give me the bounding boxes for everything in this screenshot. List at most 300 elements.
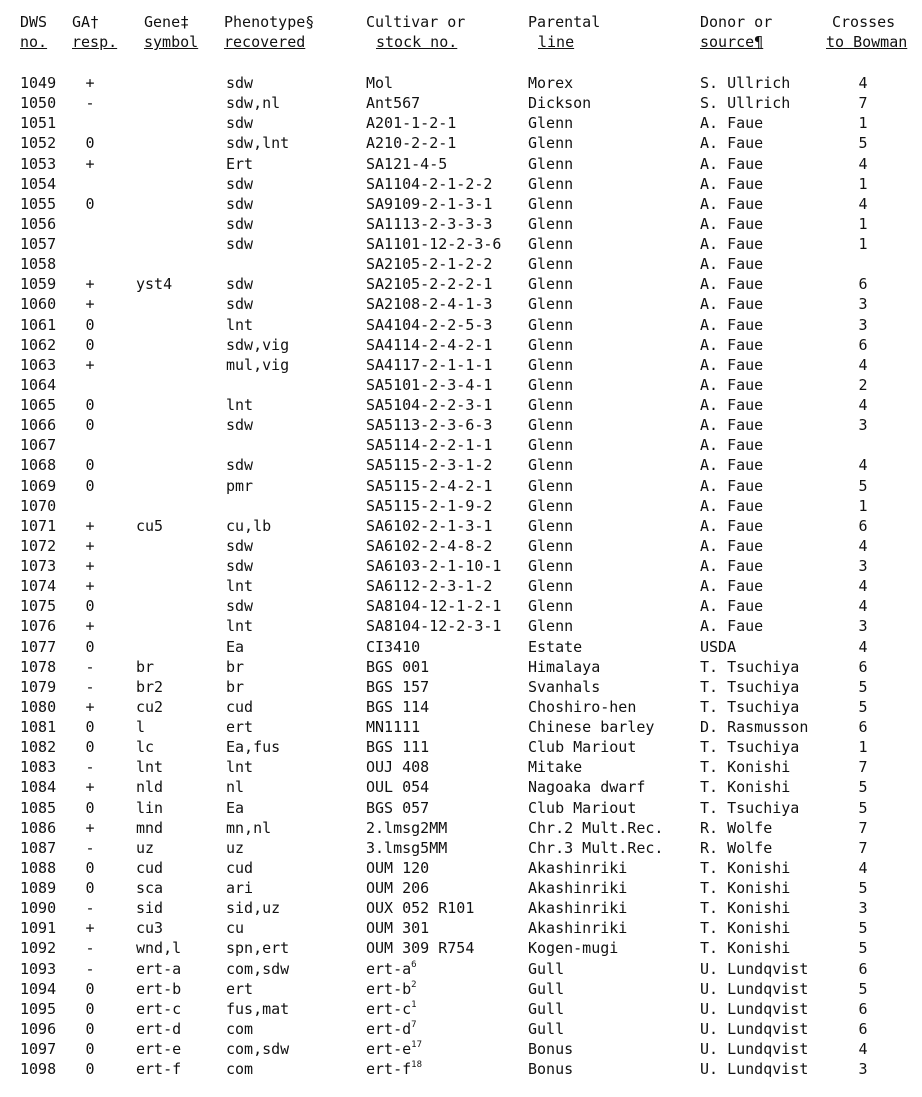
phenotype-cell: sdw [226, 536, 254, 555]
phenotype-cell: lnt [226, 577, 254, 596]
phenotype-cell: uz [226, 838, 245, 857]
table-row [0, 979, 922, 999]
parental-line-cell: Akashinriki [528, 899, 628, 918]
parental-line-cell: Glenn [528, 134, 574, 153]
parental-line-cell: Glenn [528, 355, 574, 374]
ga-response-cell: + [85, 355, 95, 374]
dws-number-cell: 1076 [20, 617, 57, 636]
crosses-cell: 4 [858, 456, 868, 475]
phenotype-cell: lnt [226, 396, 254, 414]
cultivar-text: SA1104-2-1-2-2 [366, 174, 493, 193]
table-row [0, 214, 922, 234]
table-row [0, 496, 922, 516]
cultivar-cell [366, 1039, 422, 1059]
table-row [0, 777, 922, 797]
header-dws-no: DWS no. [20, 13, 48, 51]
crosses-cell: 6 [858, 335, 868, 354]
parental-line-cell: Glenn [528, 235, 574, 253]
dws-number-cell: 1059 [20, 275, 57, 294]
cultivar-cell [366, 335, 492, 355]
ga-response-cell: + [85, 536, 95, 555]
cultivar-cell [366, 294, 492, 314]
ga-response-cell: + [85, 778, 95, 797]
parental-line-cell: Bonus [528, 1040, 574, 1058]
cultivar-text: 3.lmsg5MM [366, 838, 448, 857]
ga-response-cell: + [85, 275, 95, 294]
dws-number-cell: 1086 [20, 818, 57, 837]
donor-cell: A. Faue [700, 194, 764, 213]
ga-response-cell: + [85, 697, 95, 716]
donor-cell: T. Tsuchiya [700, 657, 800, 676]
crosses-cell: 6 [858, 1019, 868, 1038]
cultivar-cell [366, 556, 501, 576]
crosses-cell: 1 [858, 114, 868, 133]
dws-number-cell: 1085 [20, 798, 57, 817]
cultivar-cell [366, 616, 501, 636]
ga-response-cell: 0 [85, 858, 95, 877]
cultivar-text: SA6103-2-1-10-1 [366, 557, 502, 575]
table-row [0, 959, 922, 979]
dws-number-cell: 1079 [20, 677, 57, 696]
table-row [0, 898, 922, 918]
phenotype-cell: sdw [226, 416, 254, 435]
phenotype-cell: sdw [226, 174, 254, 193]
gene-symbol-cell: br [136, 657, 155, 676]
cultivar-cell [366, 818, 447, 838]
donor-cell: A. Faue [700, 496, 764, 515]
cultivar-text: OUM 301 [366, 919, 430, 938]
cultivar-text: SA2108-2-4-1-3 [366, 295, 493, 314]
cultivar-cell [366, 214, 492, 234]
table-row [0, 596, 922, 616]
cultivar-cell [366, 657, 429, 677]
crosses-cell: 5 [858, 939, 868, 958]
phenotype-cell: sdw [226, 456, 254, 475]
donor-cell: A. Faue [700, 154, 764, 173]
cultivar-text: 2.lmsg2MM [366, 818, 448, 837]
cultivar-cell [366, 315, 492, 335]
crosses-cell: 3 [858, 315, 868, 334]
table-row [0, 536, 922, 556]
table-row [0, 717, 922, 737]
dws-number-cell: 1071 [20, 516, 57, 535]
table-row [0, 616, 922, 636]
parental-line-cell: Glenn [528, 476, 574, 495]
phenotype-cell: com,sdw [226, 959, 290, 978]
cultivar-cell [366, 979, 417, 999]
cultivar-text: OUM 206 [366, 879, 430, 897]
cultivar-text: SA5113-2-3-6-3 [366, 416, 493, 435]
phenotype-cell: ari [226, 879, 254, 897]
cultivar-text: SA5115-2-4-2-1 [366, 476, 493, 495]
cultivar-text: SA1101-12-2-3-6 [366, 235, 502, 253]
cultivar-text: SA9109-2-1-3-1 [366, 194, 493, 213]
dws-number-cell: 1053 [20, 154, 57, 173]
cultivar-cell [366, 1059, 422, 1079]
gene-symbol-cell: ert-e [136, 1040, 182, 1058]
cultivar-cell [366, 254, 492, 274]
table-row [0, 1019, 922, 1039]
table-row [0, 73, 922, 93]
crosses-cell: 5 [858, 919, 868, 938]
phenotype-cell: sdw [226, 235, 254, 253]
table-row [0, 415, 922, 435]
dws-number-cell: 1068 [20, 456, 57, 475]
cultivar-text: SA6102-2-1-3-1 [366, 516, 493, 535]
parental-line-cell: Himalaya [528, 657, 601, 676]
gene-symbol-cell: lc [136, 738, 155, 757]
cultivar-text: ert-e [366, 1040, 412, 1058]
cultivar-cell [366, 274, 492, 294]
crosses-cell: 6 [858, 516, 868, 535]
ga-response-cell: + [85, 295, 95, 314]
phenotype-cell: sdw [226, 214, 254, 233]
cultivar-text: SA6112-2-3-1-2 [366, 577, 493, 596]
parental-line-cell: Glenn [528, 275, 574, 294]
phenotype-cell: sdw [226, 74, 254, 92]
dws-number-cell: 1074 [20, 577, 57, 596]
gene-symbol-cell: uz [136, 838, 155, 857]
dws-number-cell: 1082 [20, 738, 57, 757]
donor-cell: A. Faue [700, 476, 764, 495]
parental-line-cell: Gull [528, 999, 565, 1018]
parental-line-cell: Choshiro-hen [528, 697, 637, 716]
donor-cell: T. Tsuchiya [700, 677, 800, 696]
donor-cell: A. Faue [700, 335, 764, 354]
cultivar-text: SA1113-2-3-3-3 [366, 214, 493, 233]
ga-response-cell: 0 [85, 1040, 95, 1058]
parental-line-cell: Akashinriki [528, 858, 628, 877]
parental-line-cell: Glenn [528, 577, 574, 596]
ga-response-cell: - [85, 899, 95, 918]
parental-line-cell: Mitake [528, 758, 583, 777]
table-row [0, 93, 922, 113]
ga-response-cell: 0 [85, 335, 95, 354]
crosses-cell: 1 [858, 174, 868, 193]
table-row [0, 697, 922, 717]
table-row [0, 576, 922, 596]
cultivar-cell [366, 878, 429, 898]
dws-number-cell: 1058 [20, 255, 57, 274]
phenotype-cell: sdw,lnt [226, 134, 290, 153]
ga-response-cell: 0 [85, 416, 95, 435]
ga-response-cell: - [85, 758, 95, 777]
donor-cell: A. Faue [700, 396, 764, 414]
cultivar-cell [366, 959, 417, 979]
cultivar-superscript: 2 [411, 979, 417, 990]
crosses-cell: 6 [858, 959, 868, 978]
cultivar-text: BGS 114 [366, 697, 430, 716]
cultivar-text: SA5104-2-2-3-1 [366, 396, 493, 414]
dws-number-cell: 1050 [20, 94, 57, 113]
cultivar-cell [366, 194, 492, 214]
dws-number-cell: 1087 [20, 838, 57, 857]
cultivar-cell [366, 133, 456, 153]
ga-response-cell: 0 [85, 979, 95, 998]
parental-line-cell: Glenn [528, 597, 574, 616]
donor-cell: A. Faue [700, 597, 764, 616]
dws-number-cell: 1054 [20, 174, 57, 193]
cultivar-cell [366, 435, 492, 455]
table-row [0, 435, 922, 455]
cultivar-cell [366, 596, 501, 616]
gene-symbol-cell: cud [136, 858, 164, 877]
cultivar-cell [366, 757, 429, 777]
gene-symbol-cell: wnd,l [136, 939, 182, 958]
ga-response-cell: 0 [85, 999, 95, 1018]
donor-cell: T. Tsuchiya [700, 738, 800, 757]
dws-number-cell: 1088 [20, 858, 57, 877]
dws-number-cell: 1083 [20, 758, 57, 777]
donor-cell: U. Lundqvist [700, 1040, 809, 1058]
dws-number-cell: 1051 [20, 114, 57, 133]
table-row [0, 113, 922, 133]
parental-line-cell: Estate [528, 637, 583, 656]
cultivar-cell [366, 174, 492, 194]
crosses-cell: 3 [858, 617, 868, 636]
cultivar-text: OUM 120 [366, 858, 430, 877]
parental-line-cell: Glenn [528, 396, 574, 414]
cultivar-text: SA121-4-5 [366, 154, 448, 173]
crosses-cell: 5 [858, 778, 868, 797]
phenotype-cell: sdw,nl [226, 94, 281, 113]
cultivar-cell [366, 838, 447, 858]
parental-line-cell: Akashinriki [528, 919, 628, 938]
crosses-cell: 7 [858, 838, 868, 857]
crosses-cell: 1 [858, 214, 868, 233]
parental-line-cell: Chr.2 Mult.Rec. [528, 818, 664, 837]
crosses-cell: 7 [858, 758, 868, 777]
cultivar-text: SA5115-2-1-9-2 [366, 496, 493, 515]
table-row [0, 355, 922, 375]
cultivar-cell [366, 154, 447, 174]
gene-symbol-cell: cu3 [136, 919, 164, 938]
dws-number-cell: 1089 [20, 879, 57, 897]
cultivar-text: CI3410 [366, 637, 421, 656]
cultivar-text: OUL 054 [366, 778, 430, 797]
cultivar-text: Mol [366, 74, 394, 92]
crosses-cell: 4 [858, 858, 868, 877]
phenotype-cell: sdw [226, 194, 254, 213]
cultivar-text: ert-c [366, 999, 412, 1018]
header-crosses: Crosses to Bowman [826, 13, 908, 51]
cultivar-cell [366, 93, 420, 113]
table-row [0, 133, 922, 153]
phenotype-cell: fus,mat [226, 999, 290, 1018]
parental-line-cell: Glenn [528, 194, 574, 213]
gene-symbol-cell: yst4 [136, 275, 173, 294]
crosses-cell: 7 [858, 818, 868, 837]
cultivar-cell [366, 536, 492, 556]
cultivar-text: SA2105-2-1-2-2 [366, 255, 493, 274]
crosses-cell: 5 [858, 134, 868, 153]
gene-symbol-cell: sid [136, 899, 164, 918]
parental-line-cell: Morex [528, 74, 574, 92]
phenotype-cell: ert [226, 979, 254, 998]
donor-cell: A. Faue [700, 355, 764, 374]
donor-cell: A. Faue [700, 375, 764, 394]
header-gene-symbol: Gene‡ symbol [144, 13, 199, 51]
donor-cell: A. Faue [700, 617, 764, 636]
parental-line-cell: Glenn [528, 255, 574, 274]
parental-line-cell: Glenn [528, 214, 574, 233]
parental-line-cell: Glenn [528, 456, 574, 475]
ga-response-cell: - [85, 959, 95, 978]
parental-line-cell: Glenn [528, 174, 574, 193]
crosses-cell: 3 [858, 557, 868, 575]
donor-cell: S. Ullrich [700, 94, 791, 113]
dws-number-cell: 1080 [20, 697, 57, 716]
crosses-cell: 3 [858, 295, 868, 314]
parental-line-cell: Gull [528, 979, 565, 998]
table-row [0, 737, 922, 757]
ga-response-cell: + [85, 154, 95, 173]
crosses-cell: 7 [858, 94, 868, 113]
table-row [0, 878, 922, 898]
parental-line-cell: Glenn [528, 375, 574, 394]
ga-response-cell: 0 [85, 456, 95, 475]
donor-cell: T. Tsuchiya [700, 697, 800, 716]
table-header [0, 12, 922, 56]
dws-number-cell: 1096 [20, 1019, 57, 1038]
cultivar-cell [366, 637, 420, 657]
cultivar-cell [366, 798, 429, 818]
donor-cell: A. Faue [700, 275, 764, 294]
cultivar-text: SA5115-2-3-1-2 [366, 456, 493, 475]
crosses-cell: 2 [858, 375, 868, 394]
parental-line-cell: Glenn [528, 154, 574, 173]
phenotype-cell: lnt [226, 315, 254, 334]
cultivar-cell [366, 1019, 417, 1039]
cultivar-cell [366, 999, 417, 1019]
ga-response-cell: 0 [85, 315, 95, 334]
header-phenotype: Phenotype§ recovered [224, 13, 315, 51]
cultivar-cell [366, 234, 501, 254]
donor-cell: T. Konishi [700, 758, 791, 777]
ga-response-cell: 0 [85, 718, 95, 736]
crosses-cell: 4 [858, 577, 868, 596]
cultivar-text: SA6102-2-4-8-2 [366, 536, 493, 555]
cultivar-text: BGS 001 [366, 657, 430, 676]
crosses-cell: 5 [858, 979, 868, 998]
crosses-cell: 6 [858, 999, 868, 1018]
phenotype-cell: sdw,vig [226, 335, 290, 354]
phenotype-cell: cu [226, 919, 245, 938]
table-row [0, 798, 922, 818]
crosses-cell: 6 [858, 275, 868, 294]
donor-cell: U. Lundqvist [700, 999, 809, 1018]
dws-number-cell: 1057 [20, 235, 57, 253]
cultivar-text: SA5114-2-2-1-1 [366, 436, 493, 455]
table-row [0, 274, 922, 294]
ga-response-cell: - [85, 657, 95, 676]
header-parental-line: Parental line [528, 13, 601, 51]
cultivar-text: ert-f [366, 1060, 412, 1079]
dws-number-cell: 1052 [20, 134, 57, 153]
phenotype-cell: br [226, 677, 245, 696]
gene-symbol-cell: cu2 [136, 697, 164, 716]
donor-cell: T. Konishi [700, 899, 791, 918]
ga-response-cell: 0 [85, 738, 95, 757]
cultivar-cell [366, 777, 429, 797]
parental-line-cell: Kogen-mugi [528, 939, 619, 958]
parental-line-cell: Chr.3 Mult.Rec. [528, 838, 664, 857]
parental-line-cell: Dickson [528, 94, 592, 113]
cultivar-text: BGS 157 [366, 677, 430, 696]
gene-symbol-cell: l [136, 718, 146, 736]
gene-symbol-cell: ert-f [136, 1060, 182, 1079]
phenotype-cell: spn,ert [226, 939, 290, 958]
phenotype-cell: Ea [226, 637, 245, 656]
phenotype-cell: Ea,fus [226, 738, 281, 757]
donor-cell: A. Faue [700, 134, 764, 153]
donor-cell: R. Wolfe [700, 818, 773, 837]
parental-line-cell: Bonus [528, 1060, 574, 1079]
phenotype-cell: Ert [226, 154, 254, 173]
gene-symbol-cell: br2 [136, 677, 164, 696]
cultivar-cell [366, 73, 393, 93]
dws-number-cell: 1063 [20, 355, 57, 374]
dws-number-cell: 1093 [20, 959, 57, 978]
cultivar-text: OUX 052 R101 [366, 899, 475, 918]
ga-response-cell: - [85, 838, 95, 857]
dws-number-cell: 1056 [20, 214, 57, 233]
crosses-cell: 1 [858, 738, 868, 757]
table-row [0, 757, 922, 777]
donor-cell: A. Faue [700, 114, 764, 133]
table-row [0, 476, 922, 496]
ga-response-cell: 0 [85, 134, 95, 153]
cultivar-text: OUM 309 R754 [366, 939, 475, 958]
cultivar-cell [366, 737, 429, 757]
crosses-cell: 3 [858, 1060, 868, 1079]
dws-number-cell: 1061 [20, 315, 57, 334]
table-row [0, 657, 922, 677]
cultivar-text: MN1111 [366, 718, 421, 736]
phenotype-cell: com [226, 1060, 254, 1079]
cultivar-text: ert-d [366, 1019, 412, 1038]
dws-number-cell: 1092 [20, 939, 57, 958]
dws-number-cell: 1075 [20, 597, 57, 616]
dws-number-cell: 1070 [20, 496, 57, 515]
donor-cell: A. Faue [700, 557, 764, 575]
donor-cell: U. Lundqvist [700, 1060, 809, 1079]
cultivar-superscript: 18 [411, 1060, 422, 1071]
phenotype-cell: sid,uz [226, 899, 281, 918]
crosses-cell: 3 [858, 416, 868, 435]
donor-cell: T. Konishi [700, 939, 791, 958]
phenotype-cell: sdw [226, 114, 254, 133]
donor-cell: A. Faue [700, 174, 764, 193]
donor-cell: USDA [700, 637, 737, 656]
ga-response-cell: 0 [85, 1060, 95, 1079]
cultivar-cell [366, 113, 456, 133]
gene-symbol-cell: lnt [136, 758, 164, 777]
cultivar-cell [366, 355, 492, 375]
table-body [0, 73, 922, 1079]
table-row [0, 1059, 922, 1079]
phenotype-cell: lnt [226, 758, 254, 777]
cultivar-cell [366, 415, 492, 435]
table-row [0, 556, 922, 576]
donor-cell: A. Faue [700, 436, 764, 455]
ga-response-cell: + [85, 577, 95, 596]
gene-symbol-cell: ert-b [136, 979, 182, 998]
ga-response-cell: - [85, 94, 95, 113]
crosses-cell: 1 [858, 235, 868, 253]
parental-line-cell: Glenn [528, 315, 574, 334]
donor-cell: U. Lundqvist [700, 959, 809, 978]
